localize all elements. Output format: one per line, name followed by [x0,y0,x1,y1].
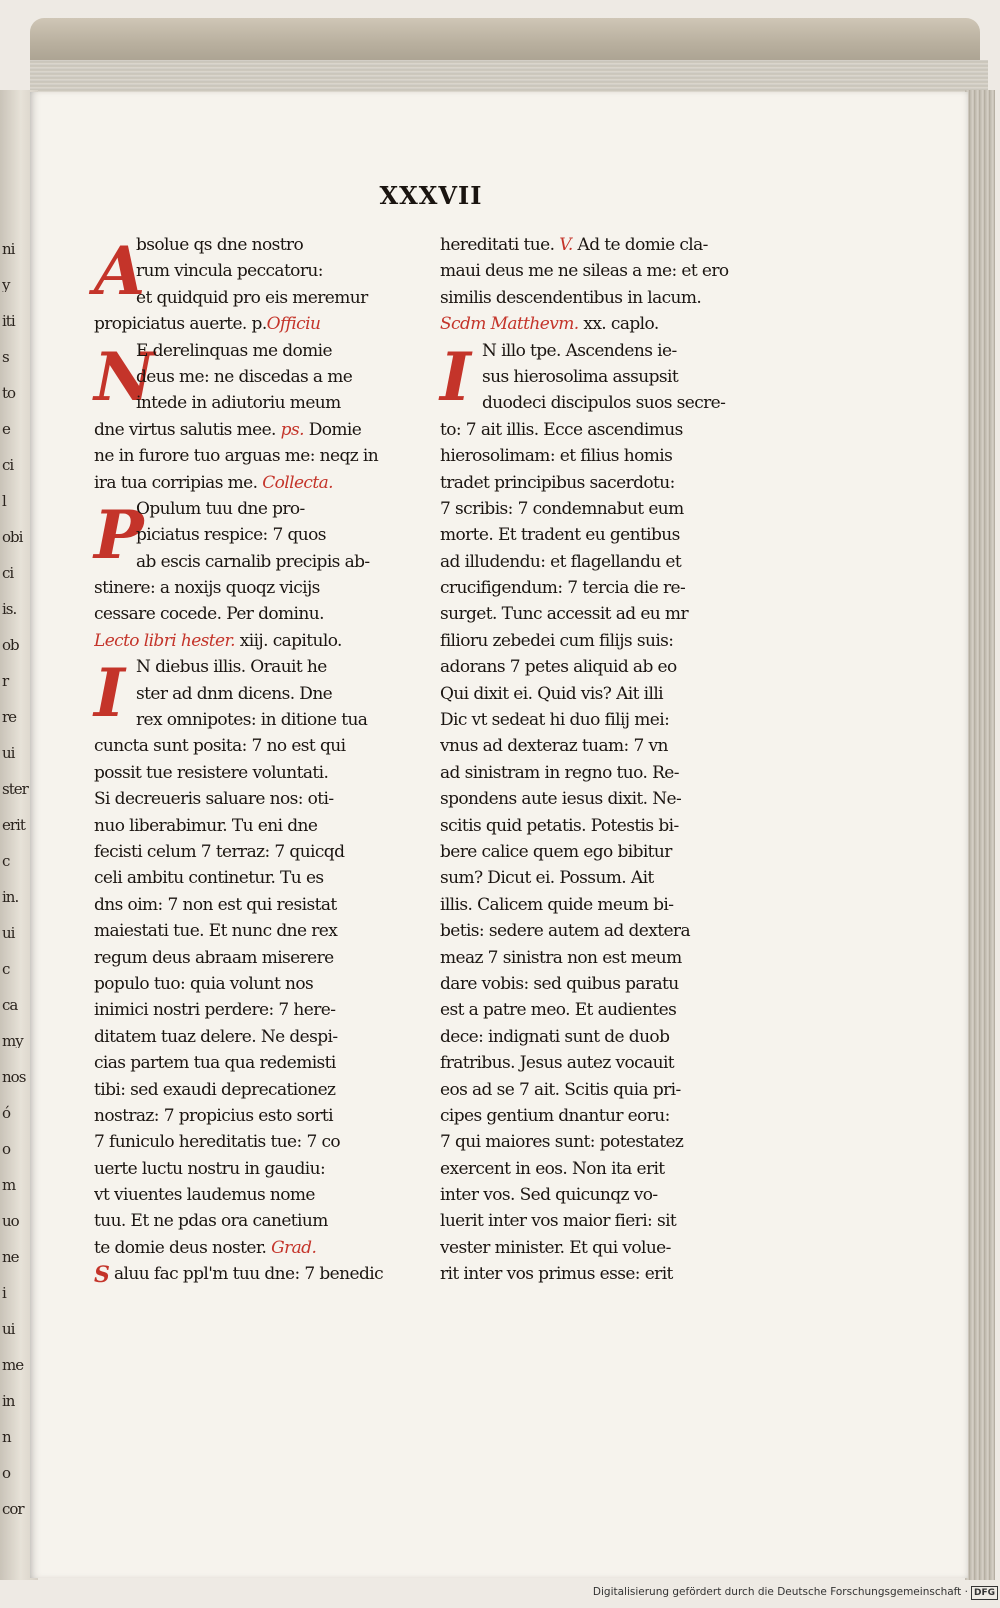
text-line [440,945,770,971]
body-text: bere calice quem ego bibitur [440,841,672,862]
text-line [440,733,770,759]
text-line [440,1103,770,1129]
text-line [440,496,770,522]
text-line [136,232,414,258]
text-line [94,1103,414,1129]
text-line [94,1077,414,1103]
facing-page-fragment: nos [2,1068,26,1084]
body-text: illis. Calicem quide meum bi- [440,894,674,915]
text-line [440,813,770,839]
text-line [94,1235,414,1261]
text-line [440,311,770,337]
body-text: dece: indignati sunt de duob [440,1026,670,1047]
body-text: te domie deus noster. [94,1237,272,1258]
body-text: Dic vt sedeat hi duo filij mei: [440,710,670,731]
body-text: to: 7 ait illis. Ecce ascendimus [440,419,683,440]
text-line [440,575,770,601]
text-line [482,364,770,390]
facing-page-fragment: e [2,420,10,436]
body-text: rum vincula peccatoru: [136,261,323,282]
body-text: 7 scribis: 7 condemnabut eum [440,498,684,519]
text-line [94,1182,414,1208]
body-text: scitis quid petatis. Potestis bi- [440,815,679,836]
rubric-text: V. [559,235,573,255]
text-line [136,258,414,284]
body-text: maui deus me ne sileas a me: et ero [440,261,729,282]
text-line [440,549,770,575]
body-text: stinere: a noxijs quoqz vicijs [94,578,320,599]
body-text: dne virtus salutis mee. [94,419,281,440]
text-line [440,786,770,812]
body-text: cipes gentium dnantur eoru: [440,1105,670,1126]
text-line [440,892,770,918]
facing-page-fragment: me [2,1356,24,1372]
body-text: dare vobis: sed quibus paratu [440,973,679,994]
body-text: tuu. Et ne pdas ora canetium [94,1211,328,1232]
body-text: similis descendentibus in lacum. [440,287,702,308]
body-text: fecisti celum 7 terraz: 7 quicqd [94,841,345,862]
body-text: surget. Tunc accessit ad eu mr [440,604,688,625]
facing-page-fragment: m [2,1176,16,1192]
text-line [136,285,414,311]
text-line [440,522,770,548]
body-text: regum deus abraam miserere [94,947,334,968]
body-text: spondens aute iesus dixit. Ne- [440,789,682,810]
text-line [482,390,770,416]
text-line [136,654,414,680]
rubricated-initial: A [94,232,146,310]
facing-page-fragment: ci [2,564,14,580]
facing-page-fragment: l [2,492,6,508]
facing-page-fragment: re [2,708,17,724]
text-line [136,549,414,575]
text-line [94,971,414,997]
text-line [94,892,414,918]
text-line [440,707,770,733]
body-text: xiij. capitulo. [234,630,342,651]
text-line [136,681,414,707]
facing-page-fragment: o [2,1464,11,1480]
facing-page-fragment: r [2,672,9,688]
text-line [440,997,770,1023]
rubricated-initial: P [94,495,144,574]
text-line [94,575,414,601]
facing-page-fragment: ster [2,780,28,796]
facing-page-fragment: ca [2,996,18,1012]
text-line [440,1235,770,1261]
body-text: Domie [303,419,362,440]
body-text: fratribus. Jesus autez vocauit [440,1053,675,1074]
text-line [94,813,414,839]
text-line [94,1156,414,1182]
text-line [94,1208,414,1234]
text-line [94,601,414,627]
body-text: E derelinquas me domie [136,340,332,361]
body-text: duodeci discipulos suos secre- [482,393,726,414]
body-text: Ad te domie cla- [572,235,708,255]
body-text: ad sinistram in regno tuo. Re- [440,762,679,783]
rubric-text: Lecto libri hester. [94,630,235,651]
text-line [114,1261,414,1287]
body-text: Opulum tuu dne pro- [136,498,305,519]
facing-page-fragment: erit [2,816,25,832]
body-text: nuo liberabimur. Tu eni dne [94,815,318,836]
facing-page-fragment: ob [2,636,19,652]
body-text: Qui dixit ei. Quid vis? Ait illi [440,683,664,704]
text-line [136,390,414,416]
text-line [94,733,414,759]
text-line [440,1156,770,1182]
text-line [440,285,770,311]
body-text: ab escis carnalib precipis ab- [136,551,370,572]
text-line [440,971,770,997]
body-text: vester minister. Et qui volue- [440,1237,671,1258]
body-text: inimici nostri perdere: 7 here- [94,1000,336,1021]
dfg-logo: DFG [971,1586,998,1600]
body-text: inter vos. Sed quicunqz vo- [440,1185,658,1206]
text-line [94,918,414,944]
text-line [440,601,770,627]
body-text: luerit inter vos maior fieri: sit [440,1211,677,1232]
facing-page-fragment: ó [2,1104,11,1120]
facing-page-fragment: ui [2,1320,15,1336]
body-text: ad illudendu: et flagellandu et [440,551,682,572]
body-text: ditatem tuaz delere. Ne despi- [94,1026,338,1047]
paragraph [440,338,770,1288]
rubric-text: ps. [280,419,304,440]
paragraph [94,1261,414,1287]
body-text: est a patre meo. Et audientes [440,1000,677,1021]
body-text: Si decreueris saluare nos: oti- [94,789,334,810]
body-text: adorans 7 petes aliquid ab eo [440,657,677,678]
footer-text: Digitalisierung gefördert durch die Deutsche Forschungsgemeinschaft · [592,1586,968,1598]
body-text: tradet principibus sacerdotu: [440,472,675,493]
body-text: aluu fac ppl'm tuu dne: 7 benedic [114,1264,383,1285]
body-text: meaz 7 sinistra non est meum [440,947,682,968]
facing-page-fragment: is. [2,600,17,616]
body-text: intede in adiutoriu meum [136,393,341,414]
body-text: et quidquid pro eis meremur [136,287,368,308]
body-text: eos ad se 7 ait. Scitis quia pri- [440,1079,681,1100]
text-line [440,654,770,680]
facing-page-fragment: in [2,1392,15,1408]
text-line [94,1129,414,1155]
text-line [136,496,414,522]
paragraph [94,232,414,338]
facing-page-fragment: ui [2,744,15,760]
body-text: vnus ad dexteraz tuam: 7 vn [440,736,668,757]
body-text: uerte luctu nostru in gaudiu: [94,1158,326,1179]
text-line [94,786,414,812]
text-line [440,681,770,707]
text-line [482,338,770,364]
body-text: rex omnipotes: in ditione tua [136,710,368,731]
paragraph [94,338,414,496]
text-line [440,865,770,891]
rubricated-initial: I [94,654,125,733]
body-text: deus me: ne discedas a me [136,366,353,387]
footer-credit [588,1586,998,1604]
body-text: hierosolimam: et filius homis [440,446,673,467]
body-text: exercent in eos. Non ita erit [440,1158,665,1179]
facing-page-fragment: my [2,1032,23,1048]
facing-page-fragment: n [2,1428,11,1444]
body-text: vt viuentes laudemus nome [94,1185,315,1206]
body-text: celi ambitu continetur. Tu es [94,868,324,889]
body-text: cuncta sunt posita: 7 no est qui [94,736,346,757]
text-line [94,628,414,654]
text-line [440,1024,770,1050]
text-line [136,707,414,733]
paragraph [94,496,414,654]
body-text: N illo tpe. Ascendens ie- [482,340,677,361]
right-text-column [440,232,770,1288]
body-text: hereditati tue. [440,235,560,255]
text-line [136,522,414,548]
text-line [94,417,414,443]
body-text: 7 funiculo hereditatis tue: 7 co [94,1132,341,1153]
facing-page-fragment: o [2,1140,11,1156]
facing-page-fragment: s [2,348,9,364]
facing-page-fragment: uo [2,1212,19,1228]
rubric-text: Officiu [266,314,321,335]
body-text: possit tue resistere voluntati. [94,762,329,783]
rubricated-initial: I [440,337,471,416]
facing-page-fragment: cor [2,1500,24,1516]
rubric-text: Scdm Matthevm. [440,314,579,335]
facing-page-fragment: iti [2,312,15,328]
facing-page-fragment: in. [2,888,19,904]
text-line [440,1077,770,1103]
text-line [440,258,770,284]
text-line [440,1182,770,1208]
rubric-text: Grad. [271,1237,317,1258]
text-line [440,1208,770,1234]
body-text: ne in furore tuo arguas me: neqz in [94,446,379,467]
body-text: sum? Dicut ei. Possum. Ait [440,868,654,889]
text-line [94,839,414,865]
text-line [136,338,414,364]
text-line [440,628,770,654]
body-text: piciatus respice: 7 quos [136,525,326,546]
facing-page-fragment: ni [2,240,15,256]
text-line [440,1050,770,1076]
body-text: 7 qui maiores sunt: potestatez [440,1132,684,1153]
body-text: bsolue qs dne nostro [136,235,304,255]
left-text-column [94,232,414,1288]
body-text: ira tua corripias me. [94,472,263,493]
text-line [440,1129,770,1155]
facing-page-fragment: c [2,852,10,868]
text-line [94,311,414,337]
text-line [94,997,414,1023]
folio-number: XXXVII [379,181,483,210]
body-text: maiestati tue. Et nunc dne rex [94,921,338,942]
rubricated-initial: N [94,337,155,416]
text-line [440,443,770,469]
text-line [94,443,414,469]
body-text: tibi: sed exaudi deprecationez [94,1079,336,1100]
body-text: ster ad dnm dicens. Dne [136,683,333,704]
facing-page-fragment: y [2,276,10,292]
text-line [94,470,414,496]
text-line [94,945,414,971]
fore-edge [965,90,995,1580]
facing-page-fragment: ne [2,1248,19,1264]
body-text: propiciatus auerte. p. [94,314,267,335]
text-line [94,1024,414,1050]
paragraph [94,654,414,1261]
text-line [440,918,770,944]
facing-page-fragment: ci [2,456,14,472]
body-text: xx. caplo. [578,314,659,335]
rubricated-initial: S [94,1262,110,1289]
text-line [440,839,770,865]
text-line [94,865,414,891]
body-text: populo tuo: quia volunt nos [94,973,314,994]
text-line [440,232,770,258]
body-text: cias partem tua qua redemisti [94,1053,336,1074]
body-text: sus hierosolima assupsit [482,366,679,387]
body-text: morte. Et tradent eu gentibus [440,525,680,546]
body-text: N diebus illis. Orauit he [136,657,327,678]
paragraph [440,232,770,338]
body-text: rit inter vos primus esse: erit [440,1264,673,1285]
body-text: filioru zebedei cum filijs suis: [440,630,674,651]
facing-page-fragment: c [2,960,10,976]
text-line [136,364,414,390]
text-line [440,1261,770,1287]
body-text: nostraz: 7 propicius esto sorti [94,1105,333,1126]
body-text: dns oim: 7 non est qui resistat [94,894,337,915]
text-line [94,760,414,786]
text-line [440,470,770,496]
facing-page-fragment: i [2,1284,6,1300]
body-text: betis: sedere autem ad dextera [440,921,690,942]
body-text: crucifigendum: 7 tercia die re- [440,578,686,599]
text-line [440,760,770,786]
rubric-text: Collecta. [262,472,333,493]
facing-page-fragment: ui [2,924,15,940]
text-line [94,1050,414,1076]
body-text: cessare cocede. Per dominu. [94,604,324,625]
facing-page-fragment: obi [2,528,23,544]
text-line [440,417,770,443]
facing-page-fragment: to [2,384,16,400]
